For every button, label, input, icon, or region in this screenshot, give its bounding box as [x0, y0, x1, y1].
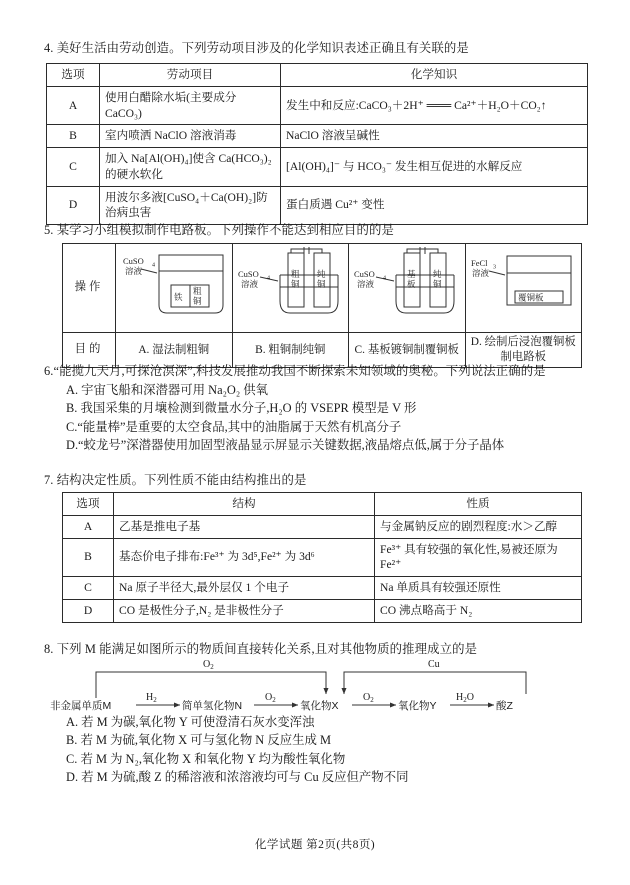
labor-item: 用波尔多液[CuSO₄＋Ca(OH)₂]防治病虫害 — [100, 186, 281, 225]
solution-label-b-2: 溶液 — [240, 279, 258, 289]
option-letter: B — [63, 538, 114, 577]
question-5-stem: 5. 某学习小组模拟制作电路板。下列操作不能达到相应目的的是 — [44, 223, 394, 237]
apparatus-cell-d — [465, 244, 582, 333]
chemistry-knowledge: [Al(OH)₄]⁻ 与 HCO₃⁻ 发生相互促进的水解反应 — [281, 148, 588, 187]
row-label-purpose: 目的 — [63, 333, 116, 368]
svg-text:铜: 铜 — [433, 279, 442, 289]
question-8-options — [32, 713, 598, 786]
option-letter: A — [47, 86, 100, 125]
reagent-h2: $H_2$ — [146, 692, 157, 704]
table-header-row — [63, 493, 582, 516]
question-6-option-b: B. 我国采集的月壤检测到微量水分子,H₂O 的 VSEPR 模型是 V 形 — [66, 401, 417, 416]
node-m: 非金属单质M — [50, 700, 112, 712]
question-8-stem: 8. 下列 M 能满足如图所示的物质间直接转化关系,且对其他物质的推理成立的是 — [44, 642, 478, 656]
option-letter: B — [47, 125, 100, 148]
chemistry-knowledge: 蛋白质遇 Cu²⁺ 变性 — [281, 186, 588, 225]
question-8-option-a: A. 若 M 为碳,氧化物 Y 可使澄清石灰水变浑浊 — [66, 715, 315, 729]
solution-label-d-2: 溶液 — [471, 268, 489, 278]
apparatus-svg-a — [119, 247, 237, 327]
solution-label-c: CuSO — [354, 269, 375, 279]
chemistry-knowledge: NaClO 溶液呈碱性 — [281, 125, 588, 148]
apparatus-svg-d — [469, 247, 587, 327]
purpose-d: D. 绘制后浸泡覆铜板制电路板 — [465, 333, 582, 368]
purpose-a: A. 湿法制粗铜 — [116, 333, 233, 368]
question-8-option-d: D. 若 M 为硫,酸 Z 的稀溶液和浓溶液均可与 Cu 反应但产物不同 — [66, 770, 409, 785]
column-header-property: 性质 — [375, 493, 582, 516]
page-footer: 化学试题 第2页(共8页) — [254, 838, 376, 851]
labor-item: 加入 Na[Al(OH)₄]使含 Ca(HCO₃)₂ 的硬水软化 — [100, 148, 281, 187]
electrode-label-b-2: 纯 — [316, 269, 326, 279]
purpose-b: B. 粗铜制纯铜 — [232, 333, 349, 368]
electrode-label-c-2: 纯 — [433, 269, 442, 279]
board-label-d: 覆铜板 — [517, 292, 544, 303]
svg-text:3: 3 — [492, 264, 496, 271]
table-row — [63, 599, 582, 622]
property-text: 与金属钠反应的剧烈程度:水＞乙醇 — [375, 515, 582, 538]
operation-row — [63, 244, 582, 333]
apparatus-svg-b — [236, 247, 356, 329]
question-7-stem: 7. 结构决定性质。下列性质不能由结构推出的是 — [44, 473, 307, 487]
question-6-option-a: A. 宇宙飞船和深潜器可用 Na₂O₂ 供氧 — [66, 382, 269, 397]
structure-text: 基态价电子排布:Fe³⁺ 为 3d⁵,Fe²⁺ 为 3d⁶ — [114, 538, 375, 577]
option-letter: D — [63, 599, 114, 622]
property-text: CO 沸点略高于 N₂ — [375, 599, 582, 622]
question-8-reaction-scheme — [40, 652, 590, 714]
question-5-table — [62, 243, 582, 368]
bypass-label-cu: Cu — [428, 659, 440, 670]
option-letter: A — [63, 515, 114, 538]
column-header-structure: 结构 — [114, 493, 375, 516]
node-z: 酸Z — [496, 700, 513, 712]
apparatus-svg-c — [352, 247, 472, 329]
battery-wire — [407, 249, 438, 253]
labor-item: 室内喷洒 NaClO 溶液消毒 — [100, 125, 281, 148]
electrode-label-b-1: 粗 — [290, 269, 300, 279]
table-header-row — [47, 64, 588, 87]
electrolysis-cell-diagram-b — [236, 247, 346, 329]
question-6-option-c: C.“能量棒”是重要的太空食品,其中的油脂属于天然有机高分子 — [66, 419, 402, 434]
structure-text: 乙基是推电子基 — [114, 515, 375, 538]
bypass-label-o2: $O_2$ — [203, 659, 214, 671]
table-row — [47, 125, 588, 148]
solution-label-a: CuSO — [123, 256, 144, 266]
question-6-stem: 6.“能揽九天月,可探沧溟深”,科技发展推动我国不断探索未知领域的奥秘。下列说法正确的是 — [44, 364, 546, 378]
option-letter: C — [63, 577, 114, 600]
table-row — [63, 538, 582, 577]
node-x: 氧化物X — [300, 700, 339, 712]
beaker-one-board-diagram — [469, 247, 579, 329]
labor-item: 使用白醋除水垢(主要成分 CaCO₃) — [100, 86, 281, 125]
question-8-option-b: B. 若 M 为硫,氧化物 X 可与氢化物 N 反应生成 M — [66, 733, 332, 748]
property-text: Fe³⁺ 具有较强的氧化性,易被还原为 Fe²⁺ — [375, 538, 582, 577]
solution-label-b: CuSO — [237, 269, 259, 279]
table-row — [47, 86, 588, 125]
electrolysis-cell-diagram-c — [352, 247, 462, 329]
question-4-table — [46, 63, 588, 225]
svg-text:板: 板 — [407, 279, 416, 289]
property-text: Na 单质具有较强还原性 — [375, 577, 582, 600]
column-header-option: 选项 — [63, 493, 114, 516]
column-header-labor-item: 劳动项目 — [100, 64, 281, 87]
row-label-operation: 操作 — [63, 244, 116, 333]
question-8-option-c: C. 若 M 为 N₂,氧化物 X 和氧化物 Y 均为酸性氧化物 — [66, 751, 346, 766]
structure-text: CO 是极性分子,N₂ 是非极性分子 — [114, 599, 375, 622]
reagent-o2-2: $O_2$ — [363, 692, 374, 704]
reagent-o2-1: $O_2$ — [265, 692, 276, 704]
node-n: 简单氢化物N — [182, 700, 243, 712]
electrode-label-a-1: 铁 — [174, 292, 183, 302]
reaction-scheme-svg — [40, 652, 590, 714]
option-letter: D — [47, 186, 100, 225]
svg-text:4: 4 — [383, 275, 386, 282]
question-4-stem: 4. 美好生活由劳动创造。下列劳动项目涉及的化学知识表述正确且有关联的是 — [44, 41, 469, 55]
solution-label-c-2: 溶液 — [357, 279, 375, 289]
solution-label-a-2: 溶液 — [125, 266, 143, 276]
question-6-block — [32, 363, 598, 454]
svg-text:4: 4 — [152, 262, 155, 269]
chemistry-knowledge: 发生中和反应:CaCO₃＋2H⁺ ═══ Ca²⁺＋H₂O＋CO₂↑ — [281, 86, 588, 125]
node-y: 氧化物Y — [398, 700, 437, 712]
column-header-option: 选项 — [47, 64, 100, 87]
battery-wire — [291, 249, 322, 253]
bypass-arrow-right-stem — [344, 672, 526, 694]
apparatus-cell-c — [349, 244, 466, 333]
bypass-arrow-left — [96, 672, 326, 698]
solution-label-d: FeCl — [470, 258, 488, 268]
column-header-chemistry-knowledge: 化学知识 — [281, 64, 588, 87]
table-row — [63, 577, 582, 600]
apparatus-cell-b — [232, 244, 349, 333]
electrode-label-a-2: 粗 — [193, 286, 202, 296]
table-row — [63, 515, 582, 538]
electrode-label-c-1: 基 — [407, 269, 416, 279]
table-row — [47, 148, 588, 187]
purpose-c: C. 基板镀铜制覆铜板 — [349, 333, 466, 368]
option-letter: C — [47, 148, 100, 187]
reagent-h2o: $H_2O$ — [456, 692, 474, 704]
apparatus-cell-a — [116, 244, 233, 333]
table-row — [47, 186, 588, 225]
question-6-option-d: D.“蛟龙号”深潜器使用加固型液晶显示屏显示关键数据,液晶熔点低,属于分子晶体 — [66, 437, 505, 452]
svg-text:铜: 铜 — [316, 279, 326, 289]
svg-text:铜: 铜 — [193, 296, 202, 306]
beaker-two-plates-diagram — [119, 247, 229, 329]
svg-text:4: 4 — [266, 275, 270, 282]
structure-text: Na 原子半径大,最外层仅 1 个电子 — [114, 577, 375, 600]
question-7-table — [62, 492, 582, 623]
svg-text:铜: 铜 — [290, 279, 300, 289]
